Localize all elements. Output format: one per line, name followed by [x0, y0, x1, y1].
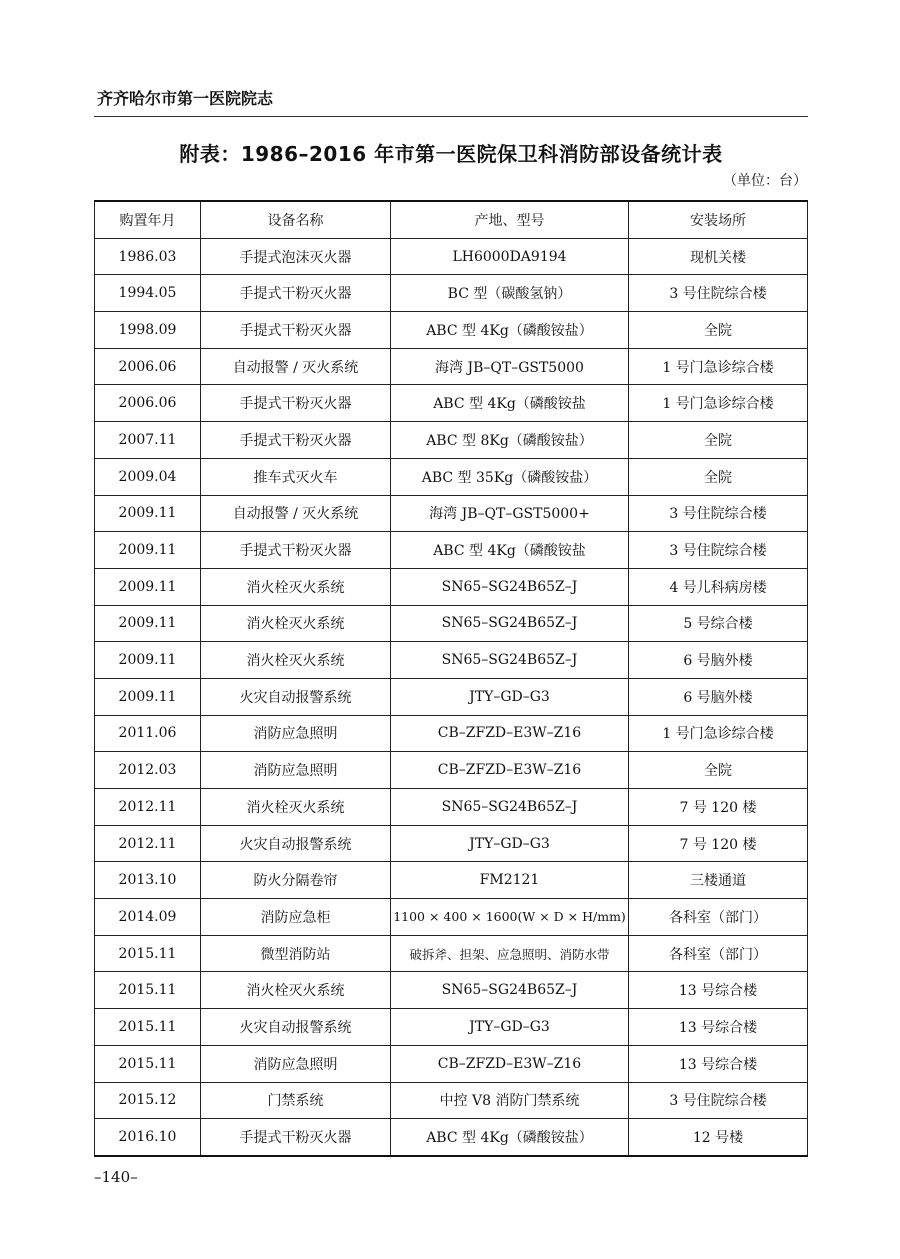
cell-purchase-date: 2015.11	[95, 935, 201, 972]
table-row	[95, 568, 808, 605]
cell-equipment-name: 自动报警 / 灭火系统	[201, 348, 391, 385]
cell-equipment-name: 消火栓灭火系统	[201, 568, 391, 605]
cell-purchase-date: 2015.12	[95, 1082, 201, 1119]
table-row	[95, 715, 808, 752]
table-row	[95, 458, 808, 495]
cell-purchase-date: 2009.11	[95, 532, 201, 569]
cell-purchase-date: 2012.11	[95, 789, 201, 826]
cell-purchase-date: 2014.09	[95, 899, 201, 936]
cell-origin-model: SN65–SG24B65Z–J	[391, 605, 629, 642]
cell-equipment-name: 消火栓灭火系统	[201, 642, 391, 679]
cell-purchase-date: 1998.09	[95, 312, 201, 349]
cell-install-location: 6 号脑外楼	[629, 678, 808, 715]
table-row	[95, 1119, 808, 1156]
cell-origin-model: CB–ZFZD–E3W–Z16	[391, 1045, 629, 1082]
cell-purchase-date: 2015.11	[95, 972, 201, 1009]
cell-origin-model: ABC 型 35Kg（磷酸铵盐）	[391, 458, 629, 495]
cell-origin-model: 1100 × 400 × 1600(W × D × H/mm)	[391, 899, 629, 936]
cell-purchase-date: 2011.06	[95, 715, 201, 752]
cell-equipment-name: 手提式干粉灭火器	[201, 422, 391, 459]
cell-equipment-name: 手提式干粉灭火器	[201, 385, 391, 422]
cell-equipment-name: 消防应急柜	[201, 899, 391, 936]
table-row	[95, 348, 808, 385]
cell-origin-model: 海湾 JB–QT–GST5000+	[391, 495, 629, 532]
table-row	[95, 312, 808, 349]
table-row	[95, 899, 808, 936]
table-row	[95, 678, 808, 715]
cell-purchase-date: 2006.06	[95, 348, 201, 385]
cell-purchase-date: 2009.11	[95, 678, 201, 715]
cell-origin-model: 中控 V8 消防门禁系统	[391, 1082, 629, 1119]
cell-origin-model: JTY–GD–G3	[391, 678, 629, 715]
cell-origin-model: JTY–GD–G3	[391, 825, 629, 862]
cell-install-location: 1 号门急诊综合楼	[629, 348, 808, 385]
table-row	[95, 238, 808, 275]
table-row	[95, 605, 808, 642]
cell-equipment-name: 手提式干粉灭火器	[201, 275, 391, 312]
table-row	[95, 1045, 808, 1082]
cell-purchase-date: 2006.06	[95, 385, 201, 422]
equipment-table	[94, 200, 808, 1157]
table-row	[95, 972, 808, 1009]
cell-install-location: 全院	[629, 458, 808, 495]
column-header-origin-model: 产地、型号	[391, 201, 629, 238]
cell-install-location: 1 号门急诊综合楼	[629, 385, 808, 422]
cell-origin-model: FM2121	[391, 862, 629, 899]
cell-origin-model: ABC 型 4Kg（磷酸铵盐	[391, 532, 629, 569]
table-row	[95, 385, 808, 422]
table-row	[95, 789, 808, 826]
cell-install-location: 现机关楼	[629, 238, 808, 275]
cell-purchase-date: 2009.04	[95, 458, 201, 495]
cell-equipment-name: 手提式干粉灭火器	[201, 312, 391, 349]
cell-install-location: 13 号综合楼	[629, 972, 808, 1009]
cell-origin-model: LH6000DA9194	[391, 238, 629, 275]
cell-equipment-name: 手提式泡沫灭火器	[201, 238, 391, 275]
cell-equipment-name: 消火栓灭火系统	[201, 605, 391, 642]
cell-purchase-date: 2007.11	[95, 422, 201, 459]
table-row	[95, 1082, 808, 1119]
cell-origin-model: ABC 型 8Kg（磷酸铵盐）	[391, 422, 629, 459]
cell-install-location: 3 号住院综合楼	[629, 532, 808, 569]
column-header-install-location: 安装场所	[629, 201, 808, 238]
cell-install-location: 12 号楼	[629, 1119, 808, 1156]
cell-origin-model: BC 型（碳酸氢钠）	[391, 275, 629, 312]
cell-purchase-date: 2012.03	[95, 752, 201, 789]
cell-install-location: 7 号 120 楼	[629, 789, 808, 826]
running-head-title: 齐齐哈尔市第一医院院志	[97, 89, 274, 108]
table-header-row	[95, 201, 808, 238]
column-header-equipment-name: 设备名称	[201, 201, 391, 238]
cell-equipment-name: 消火栓灭火系统	[201, 972, 391, 1009]
table-row	[95, 642, 808, 679]
unit-note: （单位：台）	[723, 173, 807, 189]
table-body	[95, 238, 808, 1156]
cell-purchase-date: 1994.05	[95, 275, 201, 312]
cell-purchase-date: 2016.10	[95, 1119, 201, 1156]
header-rule	[94, 116, 808, 117]
cell-equipment-name: 消防应急照明	[201, 1045, 391, 1082]
cell-equipment-name: 消火栓灭火系统	[201, 789, 391, 826]
table-row	[95, 1009, 808, 1046]
cell-equipment-name: 推车式灭火车	[201, 458, 391, 495]
cell-install-location: 5 号综合楼	[629, 605, 808, 642]
cell-purchase-date: 2009.11	[95, 605, 201, 642]
table-row	[95, 495, 808, 532]
cell-equipment-name: 消防应急照明	[201, 715, 391, 752]
cell-install-location: 4 号儿科病房楼	[629, 568, 808, 605]
table-row	[95, 825, 808, 862]
table-row	[95, 422, 808, 459]
cell-origin-model: JTY–GD–G3	[391, 1009, 629, 1046]
cell-purchase-date: 1986.03	[95, 238, 201, 275]
cell-purchase-date: 2009.11	[95, 642, 201, 679]
cell-install-location: 三楼通道	[629, 862, 808, 899]
cell-equipment-name: 火灾自动报警系统	[201, 825, 391, 862]
cell-install-location: 3 号住院综合楼	[629, 275, 808, 312]
cell-install-location: 全院	[629, 312, 808, 349]
cell-origin-model: CB–ZFZD–E3W–Z16	[391, 715, 629, 752]
cell-purchase-date: 2013.10	[95, 862, 201, 899]
table-row	[95, 275, 808, 312]
cell-equipment-name: 手提式干粉灭火器	[201, 1119, 391, 1156]
cell-install-location: 3 号住院综合楼	[629, 1082, 808, 1119]
cell-install-location: 各科室（部门）	[629, 935, 808, 972]
table-title: 附表：1986–2016 年市第一医院保卫科消防部设备统计表	[179, 142, 723, 166]
cell-origin-model: CB–ZFZD–E3W–Z16	[391, 752, 629, 789]
table-row	[95, 532, 808, 569]
cell-install-location: 全院	[629, 422, 808, 459]
cell-install-location: 6 号脑外楼	[629, 642, 808, 679]
cell-equipment-name: 防火分隔卷帘	[201, 862, 391, 899]
cell-purchase-date: 2009.11	[95, 568, 201, 605]
cell-install-location: 全院	[629, 752, 808, 789]
cell-equipment-name: 手提式干粉灭火器	[201, 532, 391, 569]
cell-install-location: 7 号 120 楼	[629, 825, 808, 862]
cell-equipment-name: 消防应急照明	[201, 752, 391, 789]
table-row	[95, 752, 808, 789]
cell-install-location: 3 号住院综合楼	[629, 495, 808, 532]
cell-equipment-name: 火灾自动报警系统	[201, 678, 391, 715]
cell-install-location: 各科室（部门）	[629, 899, 808, 936]
cell-origin-model: SN65–SG24B65Z–J	[391, 568, 629, 605]
page-number: –140–	[94, 1168, 138, 1186]
column-header-purchase-date: 购置年月	[95, 201, 201, 238]
cell-origin-model: 破拆斧、担架、应急照明、消防水带	[391, 935, 629, 972]
cell-install-location: 13 号综合楼	[629, 1009, 808, 1046]
cell-origin-model: ABC 型 4Kg（磷酸铵盐）	[391, 1119, 629, 1156]
cell-origin-model: SN65–SG24B65Z–J	[391, 972, 629, 1009]
cell-purchase-date: 2009.11	[95, 495, 201, 532]
cell-origin-model: SN65–SG24B65Z–J	[391, 642, 629, 679]
cell-equipment-name: 火灾自动报警系统	[201, 1009, 391, 1046]
cell-origin-model: ABC 型 4Kg（磷酸铵盐）	[391, 312, 629, 349]
cell-origin-model: SN65–SG24B65Z–J	[391, 789, 629, 826]
cell-origin-model: ABC 型 4Kg（磷酸铵盐	[391, 385, 629, 422]
cell-install-location: 13 号综合楼	[629, 1045, 808, 1082]
cell-purchase-date: 2015.11	[95, 1009, 201, 1046]
cell-origin-model: 海湾 JB–QT–GST5000	[391, 348, 629, 385]
cell-equipment-name: 微型消防站	[201, 935, 391, 972]
cell-purchase-date: 2012.11	[95, 825, 201, 862]
cell-equipment-name: 门禁系统	[201, 1082, 391, 1119]
table-row	[95, 862, 808, 899]
table-row	[95, 935, 808, 972]
cell-purchase-date: 2015.11	[95, 1045, 201, 1082]
cell-install-location: 1 号门急诊综合楼	[629, 715, 808, 752]
cell-equipment-name: 自动报警 / 灭火系统	[201, 495, 391, 532]
